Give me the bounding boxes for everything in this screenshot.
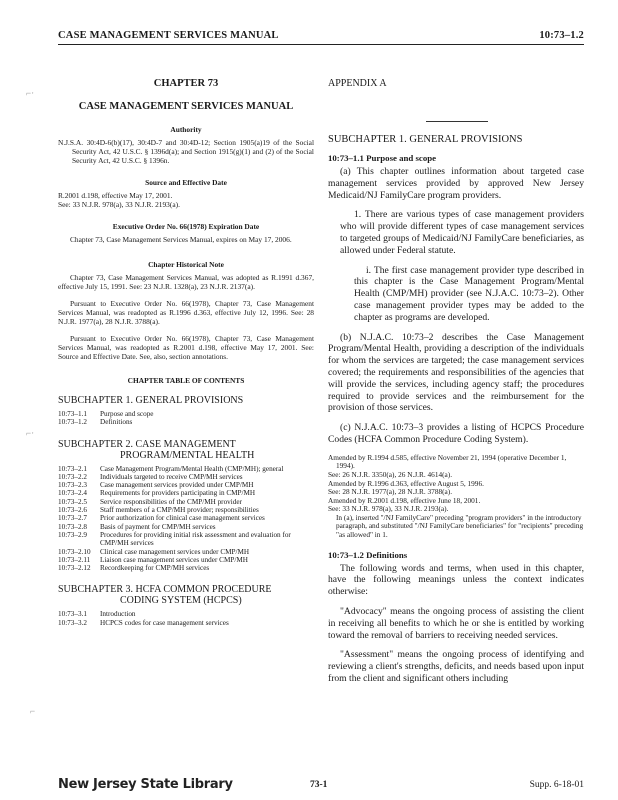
historical-note-heading: Chapter Historical Note <box>148 260 224 269</box>
toc-subchapter-title-line: SUBCHAPTER 3. HCFA COMMON PROCEDURE <box>58 584 272 596</box>
toc-entry <box>58 619 314 627</box>
toc-list <box>58 465 314 573</box>
amendment-note: In (a), inserted "/NJ FamilyCare" preceding "program providers" in the introductory paragraph, and substituted "/NJ FamilyCare beneficiaries" for "recipients" preceding "as allowed" in 1. <box>336 512 584 540</box>
authority-heading: Authority <box>170 125 202 134</box>
amendment-note: Amended by R.1994 d.585, effective November 21, 1994 (operative December 1, 1994). <box>328 452 567 471</box>
source-line: R.2001 d.198, effective May 17, 2001. <box>58 191 173 200</box>
toc-subchapter-title: SUBCHAPTER 1. GENERAL PROVISIONS <box>58 395 244 406</box>
body-paragraph: (b) N.J.A.C. 10:73–2 describes the Case Management Program/Mental Health, providing a description of the individuals for whom the services are targeted; the case management services covered; the requirements and responsibilities of the agencies that will provide the services, including agency staff; the procedures required to provide services and the reimbursement for the provision of those services. <box>328 331 584 414</box>
toc-entry <box>58 514 314 522</box>
toc-section-title: Case Management Program/Mental Health (CMP/MH); general <box>100 464 284 473</box>
toc-section-number: 10:73–2.4 <box>58 489 87 498</box>
definition-paragraph: "Advocacy" means the ongoing process of assisting the client in receiving all benefits to which he or she is entitled by working toward the removal of barriers to receiving needed services. <box>328 606 584 641</box>
header-section-number: 10:73–1.2 <box>539 30 584 41</box>
toc-section-number: 10:73–2.7 <box>58 514 87 523</box>
subchapter-title: SUBCHAPTER 1. GENERAL PROVISIONS <box>328 134 523 145</box>
executive-order-text: Chapter 73, Case Management Services Manual, expires on May 17, 2006. <box>70 235 292 244</box>
toc-section-title: Individuals targeted to receive CMP/MH services <box>100 472 243 481</box>
body-paragraph: 1. There are various types of case management providers who will provide different types of case management services to targeted groups of Medicaid/NJ FamilyCare beneficiaries, as allowed under Federal statute. <box>340 209 584 256</box>
toc-subchapter-title <box>58 584 314 606</box>
toc-section-title: Introduction <box>100 610 136 619</box>
toc-section-number: 10:73–1.1 <box>58 410 87 418</box>
toc-section-number: 10:73–3.2 <box>58 618 87 627</box>
toc-section-title: Definitions <box>100 418 133 427</box>
toc-entry <box>58 418 314 426</box>
section-heading: 10:73–1.1 Purpose and scope <box>328 153 437 163</box>
margin-mark-icon: ⌐· <box>26 88 35 98</box>
toc-subchapter-title <box>58 439 314 461</box>
toc-section-number: 10:73–1.2 <box>58 418 87 427</box>
source-heading: Source and Effective Date <box>145 178 227 187</box>
executive-order-heading: Executive Order No. 66(1978) Expiration Date <box>112 222 260 231</box>
toc-entry <box>58 548 314 556</box>
toc-section-number: 10:73–3.1 <box>58 610 87 619</box>
toc-subchapter-title-line: SUBCHAPTER 2. CASE MANAGEMENT <box>58 438 236 450</box>
historical-note-paragraph: Chapter 73, Case Management Services Manual, was adopted as R.1991 d.367, effective July 15, 1991. See: 23 N.J.R. 1328(a), 23 N.J.R. 2137(a). <box>58 273 314 291</box>
toc-entry <box>58 523 314 531</box>
toc-entry <box>58 610 314 618</box>
toc-subchapter-title-line: CODING SYSTEM (HCPCS) <box>120 595 242 607</box>
toc-heading: CHAPTER TABLE OF CONTENTS <box>127 376 245 385</box>
toc-section-title: Liaison case management services under CMP/MH <box>100 555 248 564</box>
library-stamp: New Jersey State Library <box>58 777 233 792</box>
toc-section-number: 10:73–2.1 <box>58 464 87 473</box>
toc-subchapter-title-line: PROGRAM/MENTAL HEALTH <box>120 449 255 461</box>
toc-section-number: 10:73–2.5 <box>58 497 87 506</box>
toc-section-title: Basis of payment for CMP/MH services <box>100 522 216 531</box>
toc-section-number: 10:73–2.9 <box>58 530 87 539</box>
toc-section-number: 10:73–2.3 <box>58 481 87 490</box>
toc-section-number: 10:73–2.8 <box>58 522 87 531</box>
toc-list <box>58 410 314 427</box>
toc-entry <box>58 489 314 497</box>
right-column <box>328 52 584 685</box>
toc-entry <box>58 498 314 506</box>
toc-entry <box>58 481 314 489</box>
left-column <box>58 52 314 627</box>
margin-mark-icon: ⌐· <box>26 428 35 438</box>
amendment-note: Amended by R.1996 d.363, effective August 5, 1996. <box>328 478 484 488</box>
toc-section-title: Staff members of a CMP/MH provider; responsibilities <box>100 506 259 515</box>
authority-text: N.J.S.A. 30:4D-6(b)(17), 30:4D-7 and 30:4D-12; Section 1905(a)19 of the Social Security Act, 42 U.S.C. § 1396d(a); and Section 1915(g)(1) and (2) of the Social Security Act, 42 U.S.C. § 1396n. <box>58 138 314 165</box>
toc-entry <box>58 564 314 572</box>
toc-section-title: Purpose and scope <box>100 410 154 418</box>
historical-note-paragraph: Pursuant to Executive Order No. 66(1978), Chapter 73, Case Management Services Manual, was readopted as R.1996 d.363, effective July 12, 1996. See: 28 N.J.R. 1977(a), 28 N.J.R. 3788(a). <box>58 299 314 326</box>
body-paragraph: (a) This chapter outlines information about targeted case management services provided by approved New Jersey Medicaid/NJ FamilyCare program providers. <box>328 166 584 201</box>
toc-section-title: Clinical case management services under CMP/MH <box>100 547 250 556</box>
toc-entry <box>58 473 314 481</box>
toc-entry <box>58 410 314 418</box>
page-number: 73-1 <box>310 780 328 790</box>
toc-section-title: Procedures for providing initial risk assessment and evaluation for CMP/MH services <box>100 530 291 548</box>
toc-section-number: 10:73–2.6 <box>58 506 87 515</box>
toc-list <box>58 610 314 627</box>
toc-section-title: Requirements for providers participating in CMP/MH <box>100 489 256 498</box>
toc-section-title: HCPCS codes for case management services <box>100 618 229 627</box>
chapter-title: CASE MANAGEMENT SERVICES MANUAL <box>78 101 294 112</box>
body-paragraph: i. The first case management provider type described in this chapter is the Case Management Program/Mental Health (CMP/MH) provider (see N.J.A.C. 10:73–2). Other case management provider types may be added to the chapter as programs are developed. <box>354 264 584 323</box>
historical-note-paragraph: Pursuant to Executive Order No. 66(1978), Chapter 73, Case Management Services Manual, was readopted as R.2001 d.198, effective May 17, 2001. See: Source and Effective Date. See, also, section annotations. <box>58 334 314 361</box>
toc-section-number: 10:73–2.2 <box>58 472 87 481</box>
toc-section-title: Service responsibilities of the CMP/MH provider <box>100 497 242 506</box>
section-divider <box>426 121 488 122</box>
definition-paragraph: "Assessment" means the ongoing process of identifying and reviewing a client's strengths, deficits, and needs based upon input from the client and significant others including <box>328 649 584 685</box>
amendment-note: See: 28 N.J.R. 1977(a), 28 N.J.R. 3788(a). <box>328 487 453 497</box>
toc-entry <box>58 465 314 473</box>
supplement-date: Supp. 6-18-01 <box>529 780 584 790</box>
margin-mark-icon: ⌐ <box>30 706 36 716</box>
toc-entry <box>58 556 314 564</box>
amendment-note: See: 26 N.J.R. 3350(a), 26 N.J.R. 4614(a). <box>328 469 453 479</box>
amendment-note: See: 33 N.J.R. 978(a), 33 N.J.R. 2193(a). <box>328 504 449 514</box>
amendment-note: Amended by R.2001 d.198, effective June 18, 2001. <box>328 495 481 505</box>
toc-section-title: Recordkeeping for CMP/MH services <box>100 564 210 573</box>
toc-section-title: Prior authorization for clinical case management services <box>100 514 265 523</box>
header-rule <box>58 44 584 45</box>
source-line: See: 33 N.J.R. 978(a), 33 N.J.R. 2193(a). <box>58 200 180 209</box>
chapter-number: CHAPTER 73 <box>153 78 219 89</box>
body-paragraph: (c) N.J.A.C. 10:73–3 provides a listing of HCPCS Procedure Codes (HCFA Common Procedure Coding System). <box>328 422 584 445</box>
toc-section-number: 10:73–2.12 <box>58 564 91 573</box>
page-footer <box>0 777 618 797</box>
appendix-label: APPENDIX A <box>328 78 387 89</box>
toc-section-title: Case management services provided under CMP/MH <box>100 481 254 490</box>
toc-entry <box>58 506 314 514</box>
section-heading: 10:73–1.2 Definitions <box>328 549 408 560</box>
body-paragraph: The following words and terms, when used in this chapter, have the following meanings unless the context indicates otherwise: <box>328 562 584 598</box>
header-title: CASE MANAGEMENT SERVICES MANUAL <box>58 30 279 41</box>
running-header <box>58 30 584 41</box>
toc-entry <box>58 531 314 548</box>
toc-section-number: 10:73–2.10 <box>58 547 91 556</box>
toc-section-number: 10:73–2.11 <box>58 555 91 564</box>
amendment-notes <box>328 454 584 540</box>
